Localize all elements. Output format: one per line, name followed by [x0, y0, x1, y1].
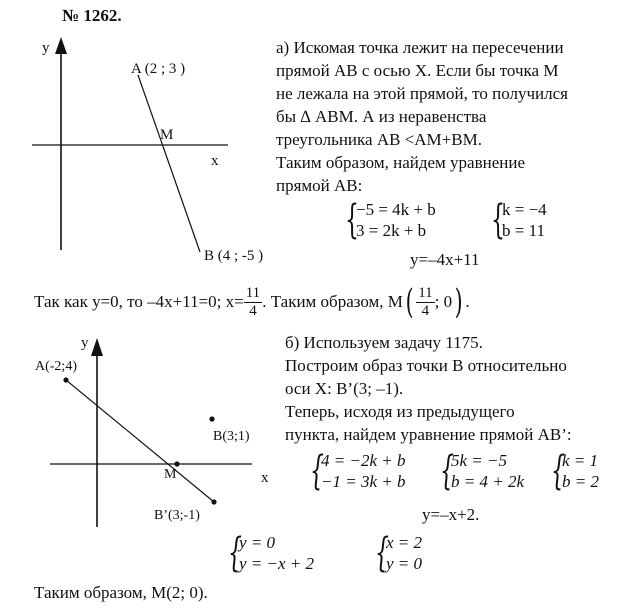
- system-line: b = 2: [562, 472, 599, 491]
- point-m-label: M: [160, 127, 174, 143]
- part-b-line: пункта, найдем уравнение прямой АВ’:: [285, 425, 572, 444]
- y-axis-arrow: [55, 37, 67, 54]
- equation-a: y=–4x+11: [410, 250, 480, 269]
- brace: {: [228, 530, 242, 576]
- system-b-5: [375, 530, 455, 577]
- part-a-line: не лежала на этой прямой, то получился: [276, 84, 568, 103]
- point-b: [209, 416, 214, 421]
- part-b-line: Построим образ точки В относительно: [285, 356, 567, 375]
- point-b-prime: [211, 499, 216, 504]
- conclusion-a: [34, 277, 470, 327]
- part-a-text: [276, 36, 568, 197]
- brace: {: [310, 448, 324, 494]
- brace: {: [375, 530, 389, 576]
- fraction-numerator: 11: [245, 284, 261, 301]
- point-a-label: A(-2;4): [35, 359, 77, 374]
- system-line: y = 0: [239, 533, 276, 552]
- part-a-line: Таким образом, найдем уравнение: [276, 153, 526, 172]
- point-m-label: M: [164, 467, 177, 482]
- y-label: y: [42, 40, 50, 56]
- system-line: 5k = −5: [451, 451, 507, 470]
- system-line: k = 1: [562, 451, 599, 470]
- fraction-numerator: 11: [418, 284, 433, 301]
- y-axis-arrow: [91, 338, 103, 356]
- system-line: y = −x + 2: [239, 554, 315, 573]
- part-a-line: прямой АВ с осью Х. Если бы точка М: [276, 61, 559, 80]
- system-a-1: [345, 197, 475, 244]
- problem-title: № 1262.: [62, 6, 122, 25]
- point-a-label: A (2 ; 3 ): [131, 61, 186, 77]
- system-line: 3 = 2k + b: [356, 221, 427, 240]
- point-b-prime-label: B’(3;-1): [154, 508, 200, 523]
- brace: {: [551, 448, 565, 494]
- system-line: b = 11: [502, 221, 545, 240]
- graph-2: [0, 330, 285, 530]
- part-b-line: Теперь, исходя из предыдущего: [285, 402, 515, 421]
- final-answer: Таким образом, М(2; 0).: [34, 583, 208, 602]
- system-line: k = −4: [502, 200, 547, 219]
- part-a-line: треугольника АВ <АМ+ВМ.: [276, 130, 482, 149]
- right-paren: ): [454, 282, 463, 322]
- x-label: x: [211, 153, 219, 169]
- system-line: 4 = −2k + b: [321, 451, 406, 470]
- fraction-denominator: 4: [249, 302, 257, 319]
- point-a: [63, 377, 68, 382]
- fraction-x: [244, 285, 262, 320]
- system-a-2: [491, 197, 581, 244]
- point-b-label: B (4 ; -5 ): [204, 248, 264, 264]
- x-label: x: [261, 470, 269, 486]
- part-b-line: б) Используем задачу 1175.: [285, 333, 483, 352]
- part-a-line: бы ∆ АВМ. А из неравенства: [276, 107, 487, 126]
- conclusion-prefix: Так как у=0, то –4х+11=0; х=: [34, 292, 244, 311]
- fraction-point: [416, 285, 434, 320]
- brace: {: [345, 197, 359, 243]
- system-line: y = 0: [386, 554, 423, 573]
- system-b-3: [551, 448, 631, 495]
- point-b-label: B(3;1): [213, 429, 250, 444]
- line-ab-prime: [66, 380, 214, 502]
- system-line: x = 2: [386, 533, 423, 552]
- system-b-2: [440, 448, 550, 495]
- brace: {: [491, 197, 505, 243]
- conclusion-mid: . Таким образом, М: [262, 292, 403, 311]
- equation-b: y=–x+2.: [422, 505, 480, 524]
- system-b-4: [228, 530, 338, 577]
- graph-1: [0, 20, 280, 275]
- point-rest: ; 0: [434, 292, 453, 311]
- left-paren: (: [405, 282, 414, 322]
- system-line: −1 = 3k + b: [321, 472, 406, 491]
- system-b-1: [310, 448, 430, 495]
- part-a-line: а) Искомая точка лежит на пересечении: [276, 38, 564, 57]
- line-ab: [138, 75, 200, 252]
- part-b-line: оси Х: В’(3; –1).: [285, 379, 404, 398]
- part-b-text: [285, 331, 572, 446]
- system-line: b = 4 + 2k: [451, 472, 524, 491]
- conclusion-end: .: [465, 292, 470, 311]
- point-m: [174, 461, 179, 466]
- system-line: −5 = 4k + b: [356, 200, 436, 219]
- y-label: y: [81, 335, 89, 351]
- fraction-denominator: 4: [421, 302, 430, 319]
- brace: {: [440, 448, 454, 494]
- part-a-line: прямой АВ:: [276, 176, 363, 195]
